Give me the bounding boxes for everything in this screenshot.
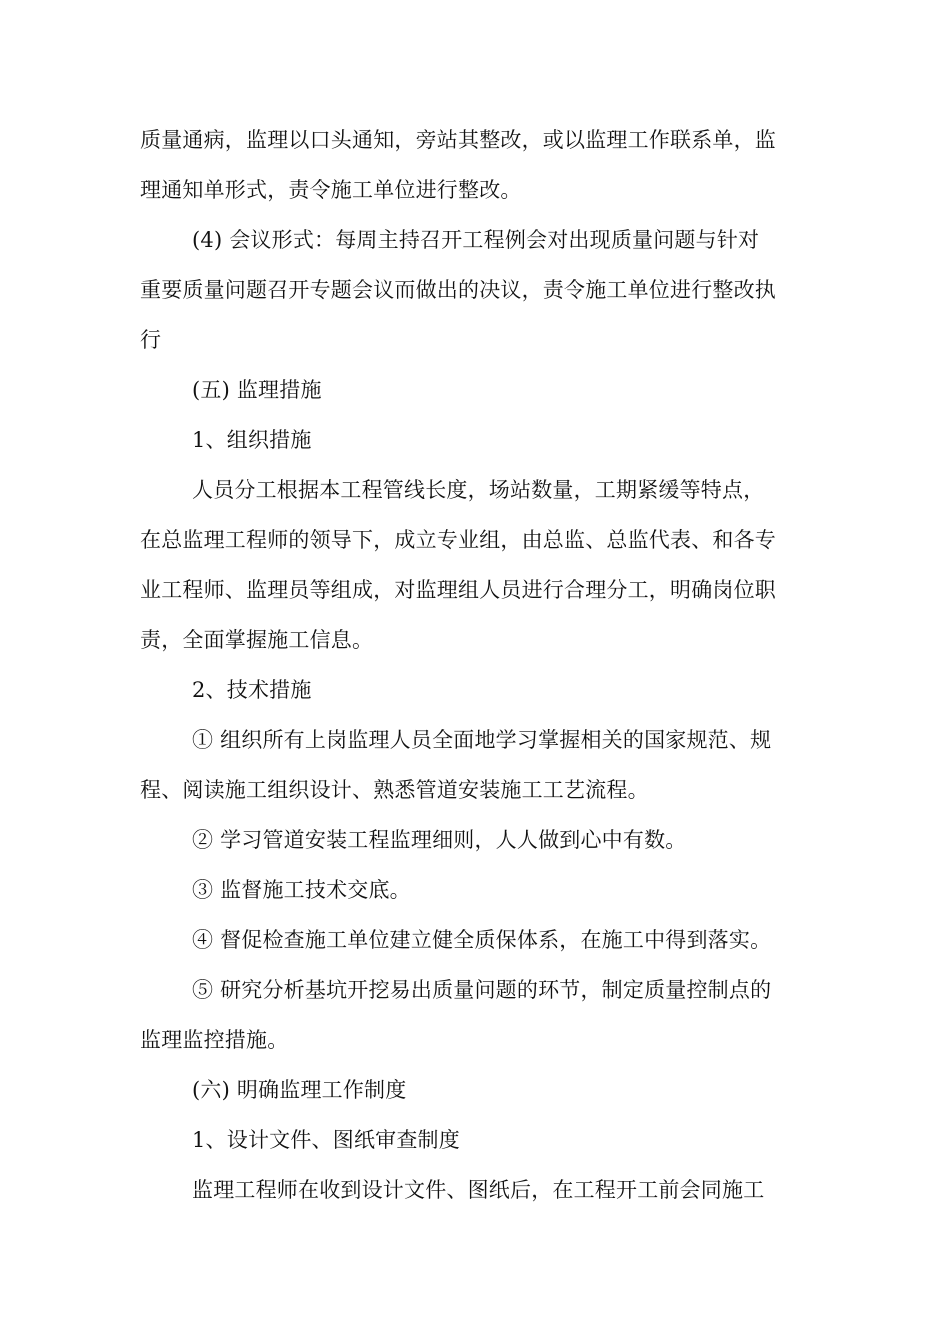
paragraph-line: 质量通病，监理以口头通知，旁站其整改，或以监理工作联系单，监 (140, 128, 776, 152)
list-item: ③ 监督施工技术交底。 (192, 878, 411, 902)
list-item-continuation: 程、阅读施工组织设计、熟悉管道安装施工工艺流程。 (140, 778, 649, 802)
paragraph-line: 责，全面掌握施工信息。 (140, 628, 374, 652)
list-item: ② 学习管道安装工程监理细则，人人做到心中有数。 (192, 828, 687, 852)
paragraph-line: (4) 会议形式：每周主持召开工程例会对出现质量问题与针对 (192, 228, 760, 252)
paragraph-line: 理通知单形式，责令施工单位进行整改。 (140, 178, 522, 202)
subsection-heading: 1、组织措施 (192, 428, 312, 452)
paragraph-line: 在总监理工程师的领导下，成立专业组，由总监、总监代表、和各专 (140, 528, 776, 552)
section-heading: (六) 明确监理工作制度 (192, 1078, 407, 1102)
paragraph-line: 行 (140, 328, 162, 352)
paragraph-line: 重要质量问题召开专题会议而做出的决议，责令施工单位进行整改执 (140, 278, 776, 302)
list-item: ⑤ 研究分析基坑开挖易出质量问题的环节，制定质量控制点的 (192, 978, 772, 1002)
list-item: ④ 督促检查施工单位建立健全质保体系，在施工中得到落实。 (192, 928, 772, 952)
list-item: ① 组织所有上岗监理人员全面地学习掌握相关的国家规范、规 (192, 728, 772, 752)
subsection-heading: 1、设计文件、图纸审查制度 (192, 1128, 460, 1152)
paragraph-line: 业工程师、监理员等组成，对监理组人员进行合理分工，明确岗位职 (140, 578, 776, 602)
paragraph-line: 人员分工根据本工程管线长度，场站数量，工期紧缓等特点， (192, 478, 765, 502)
subsection-heading: 2、技术措施 (192, 678, 312, 702)
section-heading: (五) 监理措施 (192, 378, 322, 402)
paragraph-line: 监理工程师在收到设计文件、图纸后，在工程开工前会同施工 (192, 1178, 765, 1202)
list-item-continuation: 监理监控措施。 (140, 1028, 289, 1052)
